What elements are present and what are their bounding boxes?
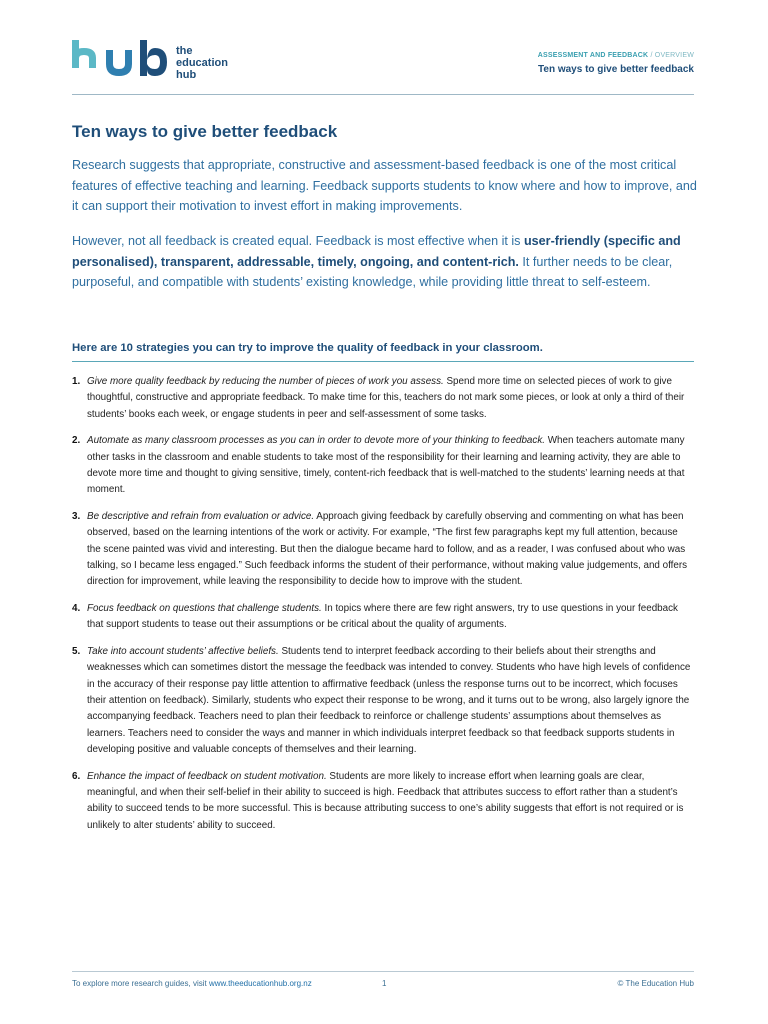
footer-explore: [72, 979, 312, 988]
strategy-number: 6.: [72, 770, 81, 782]
footer-divider: [72, 971, 694, 972]
header-divider: [72, 94, 694, 95]
breadcrumb: [538, 52, 694, 59]
logo-line-3: hub: [176, 69, 197, 81]
intro-p2-end: It further needs to be clear, purposeful, and compatible with students’ existing knowledge, while providing little threat to self-esteem.: [72, 254, 673, 289]
strategy-item: [72, 769, 694, 835]
strategy-text: Students are more likely to increase effort when learning goals are clear, meaningful, and when their self-belief in their ability to succeed is high. Feedback that attributes success to effort rather than a student’s ability to succeed tends to be more successful. This is because attributing success to one’s ability suggests that effort is not required or is unlikely to alter students’ ability to succeed.: [87, 770, 684, 831]
intro-p2-start: However, not all feedback is created equal. Feedback is most effective when it is: [72, 234, 524, 248]
strategies-lead: Here are 10 strategies you can try to improve the quality of feedback in your classroom.: [72, 342, 543, 354]
header-doc-title: Ten ways to give better feedback: [538, 64, 694, 75]
breadcrumb-section[interactable]: ASSESSMENT AND FEEDBACK: [537, 52, 649, 59]
strategy-item: [72, 509, 694, 591]
intro-p2-emphasis: user-friendly (specific and personalised), transparent, addressable, timely, ongoing, and content-rich.: [72, 234, 681, 269]
page-title: Ten ways to give better feedback: [72, 122, 338, 141]
strategy-text: In topics where there are few right answers, try to use questions in your feedback that support students to tease out their assumptions or be critical about the quality of arguments.: [87, 602, 678, 631]
strategy-lead: Enhance the impact of feedback on student motivation.: [87, 770, 327, 782]
hub-logo-icon: [72, 40, 168, 82]
strategy-lead: Be descriptive and refrain from evaluation or advice.: [87, 510, 315, 522]
strategy-item: [72, 374, 694, 423]
strategy-text: When teachers automate many other tasks in the classroom and enable students to take most of the responsibility for their learning and learning activity, they are able to devote more time and thought to giving sensitive, timely, content-rich feedback that is well-matched to the students’ learning needs at that moment.: [87, 435, 685, 496]
strategy-number: 3.: [72, 510, 81, 522]
page-number: 1: [382, 979, 387, 988]
logo-line-1: the: [176, 45, 193, 57]
education-hub-logo[interactable]: [72, 40, 242, 82]
strategies-divider: [72, 361, 694, 362]
intro-paragraph-2: [72, 231, 697, 293]
strategy-text: Students tend to interpret feedback according to their beliefs about their strengths and weaknesses which can sometimes distort the message the feedback was intended to convey. Students who have high levels of confidence in the accuracy of their response pay little attention to affirmative feedback (unless the response turns out to be incorrect, which focuses their attention on feedback). Similarly, students who expect their response to be wrong, and it turns out to be wrong, also largely ignore the accompanying feedback. Teachers need to plan their feedback to reinforce or challenge students’ assumptions about themselves as learners. Teachers need to consider the ways and manner in which individuals interpret feedback so that feedback supports students in developing positive and valuable concepts of themselves and their learning.: [87, 645, 691, 756]
strategies-list: [72, 374, 694, 844]
footer-explore-text: To explore more research guides, visit: [72, 979, 209, 988]
logo-line-2: education: [176, 57, 228, 69]
intro-paragraph-1: Research suggests that appropriate, constructive and assessment-based feedback is one of the most critical features of effective teaching and learning. Feedback supports students to know where and how to improve, and it can support their motivation to invest effort in making improvements.: [72, 158, 697, 213]
breadcrumb-sub[interactable]: OVERVIEW: [654, 52, 694, 59]
footer-website-link[interactable]: www.theeducationhub.org.nz: [208, 979, 312, 988]
strategy-lead: Automate as many classroom processes as you can in order to devote more of your thinking to feedback.: [87, 435, 545, 447]
strategy-item: [72, 433, 694, 499]
logo-wordmark: [176, 45, 228, 81]
footer-copyright: © The Education Hub: [617, 979, 694, 988]
strategy-text: Approach giving feedback by carefully observing and commenting on what has been observed, based on the learning intentions of the work or activity. For example, “The first few paragraphs kept my full attention, because the scene painted was vivid and interesting. But then the dialogue became hard to follow, and as a reader, I was confused about who was talking, so I became less engaged.” Such feedback informs the student of their performance, without making value judgements, and offers direction for improvement, while leaving the responsibility to decide how to improve with the student.: [87, 510, 688, 588]
breadcrumb-separator: /: [650, 52, 653, 59]
strategy-number: 2.: [72, 435, 81, 447]
strategy-lead: Take into account students’ affective beliefs.: [87, 645, 279, 657]
strategy-number: 1.: [72, 376, 81, 387]
strategy-lead: Focus feedback on questions that challenge students.: [87, 602, 322, 614]
strategy-text: Spend more time on selected pieces of work to give thoughtful, constructive and appropriate feedback. To make time for this, teachers do not mark some pieces, or look at only a third of their students’ books each week, or engage students in peer and self-assessment of some tasks.: [87, 376, 685, 420]
strategy-number: 4.: [72, 602, 81, 614]
strategy-lead: Give more quality feedback by reducing the number of pieces of work you assess.: [87, 376, 444, 387]
strategy-item: [72, 601, 694, 634]
strategy-item: [72, 644, 694, 759]
strategy-number: 5.: [72, 645, 81, 657]
